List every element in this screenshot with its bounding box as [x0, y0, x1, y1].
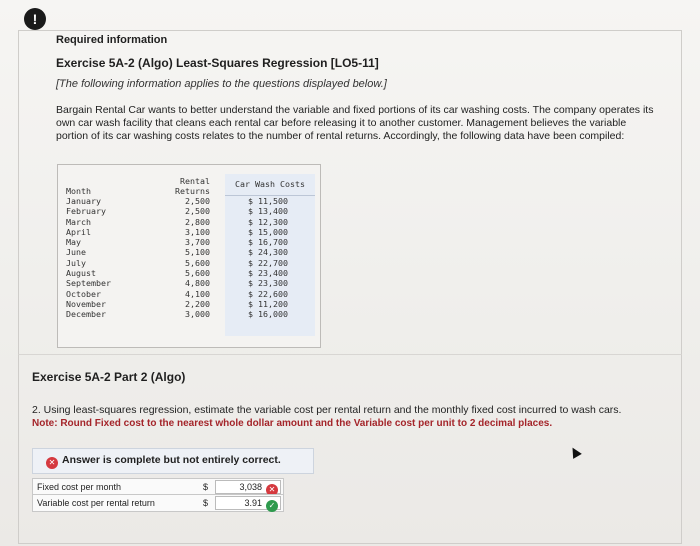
table-row-month: August	[66, 268, 96, 279]
dollar-sign: $	[203, 498, 209, 508]
table-row-month: February	[66, 206, 106, 217]
exercise-note: [The following information applies to the questions displayed below.]	[56, 78, 387, 90]
table-row-returns: 5,600	[185, 268, 210, 279]
table-row-cost: $ 23,400	[248, 268, 288, 279]
table-row-cost: $ 11,200	[248, 298, 288, 309]
problem-paragraph: Bargain Rental Car wants to better understand the variable and fixed portions of its car washing costs. The company operates its own car wash facility that cleans each rental car before releasing it to another customer. Management believes the variable portion of its car washing costs relates to the number of rental returns. Accordingly, the following data have been compiled:	[56, 104, 654, 142]
table-row-month: May	[66, 237, 81, 248]
table-row-returns: 3,000	[185, 309, 210, 320]
table-row-month: December	[66, 309, 106, 320]
table-row-month: July	[66, 257, 86, 268]
month-column	[66, 176, 136, 320]
car-wash-costs-header: Car Wash Costs	[225, 174, 315, 196]
variable-cost-input[interactable]	[215, 496, 281, 510]
required-information-heading: Required information	[56, 34, 168, 46]
table-row-returns: 5,100	[185, 247, 210, 258]
answer-label: Fixed cost per month	[37, 482, 122, 492]
exercise-title: Exercise 5A-2 (Algo) Least-Squares Regression [LO5-11]	[56, 56, 379, 70]
table-row-returns: 3,700	[185, 237, 210, 248]
rental-returns-column	[166, 176, 210, 320]
incorrect-icon: ✕	[266, 484, 278, 496]
correct-check-icon: ✓	[266, 500, 278, 512]
incorrect-icon: ✕	[46, 457, 58, 469]
table-row-returns: 5,600	[185, 257, 210, 268]
answer-status-text: Answer is complete but not entirely correct.	[62, 454, 281, 466]
table-row-returns: 4,800	[185, 278, 210, 289]
answer-label: Variable cost per rental return	[37, 498, 155, 508]
table-row-month: June	[66, 247, 86, 258]
table-row-cost: $ 13,400	[248, 206, 288, 217]
table-row-month: November	[66, 298, 106, 309]
alert-icon: !	[24, 8, 46, 30]
rental-header-line1: Rental	[180, 176, 210, 186]
table-row-month: April	[66, 226, 91, 237]
part-title: Exercise 5A-2 Part 2 (Algo)	[32, 370, 186, 384]
month-header: Month	[66, 186, 91, 196]
table-row-returns: 3,100	[185, 226, 210, 237]
car-wash-costs-column	[248, 176, 308, 320]
table-row-month: September	[66, 278, 111, 289]
question-text: 2. Using least-squares regression, estimate the variable cost per rental return and the monthly fixed cost incurred to wash cars.	[32, 404, 622, 416]
rental-header-line2: Returns	[175, 186, 210, 196]
fixed-cost-value: 3,038	[239, 482, 262, 492]
table-row-cost: $ 16,000	[248, 309, 288, 320]
variable-cost-value: 3.91	[244, 498, 262, 508]
dollar-sign: $	[203, 482, 209, 492]
table-row-cost: $ 23,300	[248, 278, 288, 289]
table-row-month: October	[66, 288, 101, 299]
fixed-cost-input[interactable]	[215, 480, 281, 494]
table-row-cost: $ 24,300	[248, 247, 288, 258]
answer-row-variable-cost	[32, 494, 284, 512]
table-row-cost: $ 15,000	[248, 226, 288, 237]
table-row-cost: $ 22,700	[248, 257, 288, 268]
table-row-cost: $ 12,300	[248, 216, 288, 227]
table-row-cost: $ 11,500	[248, 196, 288, 206]
table-row-returns: 2,200	[185, 298, 210, 309]
answer-status-banner	[46, 454, 281, 469]
table-row-returns: 4,100	[185, 288, 210, 299]
table-row-cost: $ 22,600	[248, 288, 288, 299]
table-row-month: January	[66, 196, 101, 206]
table-row-cost: $ 16,700	[248, 237, 288, 248]
table-row-returns: 2,500	[185, 196, 210, 206]
table-row-month: March	[66, 216, 91, 227]
table-row-returns: 2,500	[185, 206, 210, 217]
table-row-returns: 2,800	[185, 216, 210, 227]
question-note: Note: Round Fixed cost to the nearest whole dollar amount and the Variable cost per unit to 2 decimal places.	[32, 418, 553, 429]
